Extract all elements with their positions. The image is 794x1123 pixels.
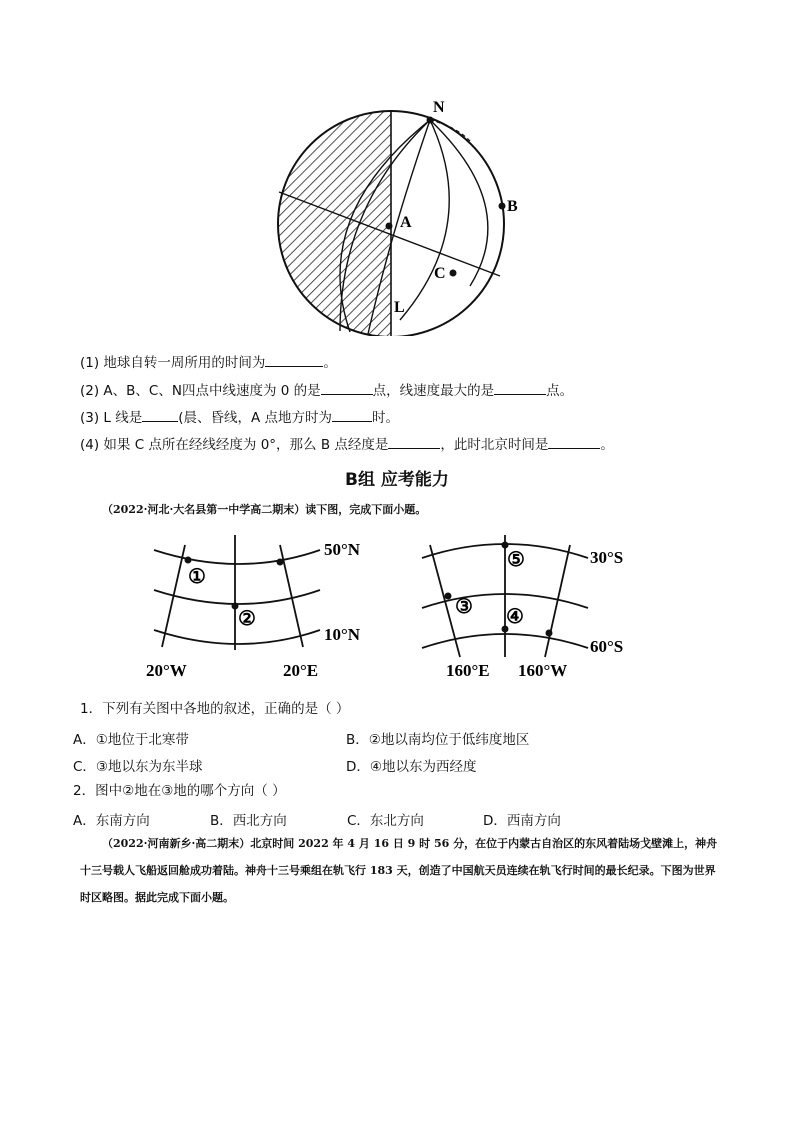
label-lon-left: 20°W (146, 661, 187, 680)
q-num: (3) (80, 410, 100, 426)
point-5 (502, 542, 509, 549)
q1-option-d[interactable]: D．④地以东为西经度 (346, 759, 477, 775)
answer-blank[interactable] (321, 382, 373, 395)
q-text: 时。 (372, 410, 400, 426)
answer-blank[interactable] (494, 382, 546, 395)
q-num: (4) (80, 437, 100, 453)
label-lat-top: 30°S (590, 548, 624, 567)
label-lon-right: 160°W (518, 661, 568, 680)
label-point-3: ③ (455, 596, 473, 618)
intro-text-2: （2022·河南新乡·高二期末）北京时间 2022 年 4 月 16 日 9 时 56 分，在位于内蒙古自治区的东风着陆场戈壁滩上，神舟十三号载人飞船返回舱成功着陆。神舟十三号乘组在轨飞行 183 天，创造了中国航天员连续在轨飞行时间的最长纪录。下图为世界时区略图。据此完成下面小题。 (80, 837, 718, 904)
point-c (450, 270, 457, 277)
label-point-5: ⑤ (507, 549, 525, 571)
q-num: (1) (80, 355, 100, 371)
question-2-stem: 2．图中②地在③地的哪个方向（ ） (73, 783, 286, 799)
q2-option-c[interactable]: C．东北方向 (347, 813, 424, 829)
answer-blank[interactable] (142, 409, 178, 422)
q-text: 点，线速度最大的是 (372, 383, 495, 399)
q-text: 。 (600, 437, 614, 453)
label-l: L (394, 299, 405, 316)
question-1-stem: 1．下列有关图中各地的叙述，正确的是（ ） (80, 701, 350, 717)
point-1 (185, 557, 192, 564)
question-a2 (80, 382, 573, 400)
point-n (427, 117, 434, 124)
label-a: A (400, 214, 412, 231)
label-c: C (434, 265, 446, 282)
question-a1 (80, 354, 337, 372)
q-text: 。 (323, 355, 337, 371)
label-lon-left: 160°E (446, 661, 490, 680)
label-b: B (507, 198, 518, 215)
intro-text-1: （2022·河北·大名县第一中学高二期末）读下图，完成下面小题。 (102, 503, 427, 516)
globe-diagram (270, 96, 530, 336)
point-bottom-right (546, 630, 553, 637)
label-point-2: ② (238, 608, 256, 630)
answer-blank[interactable] (332, 409, 372, 422)
point-3 (445, 593, 452, 600)
question-a4 (80, 436, 614, 454)
question-a3 (80, 409, 399, 427)
answer-blank[interactable] (548, 436, 600, 449)
q2-option-b[interactable]: B．西北方向 (210, 813, 287, 829)
q-text: 如果 C 点所在经线经度为 0°，那么 B 点经度是 (103, 437, 389, 453)
point-b (499, 203, 506, 210)
section-heading: B组 应考能力 (345, 470, 449, 490)
label-point-4: ④ (506, 606, 524, 628)
q-text: 点。 (546, 383, 574, 399)
label-lon-right: 20°E (283, 661, 319, 680)
answer-blank[interactable] (265, 354, 323, 367)
label-lat-bottom: 10°N (324, 625, 361, 644)
point-top-right (277, 559, 284, 566)
night-side (270, 96, 391, 336)
grid-map-south (410, 530, 650, 685)
q-text: A、B、C、N四点中线速度为 0 的是 (103, 383, 321, 399)
q2-option-d[interactable]: D．西南方向 (483, 813, 561, 829)
q1-option-c[interactable]: C．③地以东为东半球 (73, 759, 203, 775)
point-a (386, 223, 393, 230)
answer-blank[interactable] (388, 436, 440, 449)
label-lat-bottom: 60°S (590, 637, 624, 656)
q-text: ，此时北京时间是 (440, 437, 549, 453)
q1-option-b[interactable]: B．②地以南均位于低纬度地区 (346, 732, 530, 748)
q2-option-a[interactable]: A．东南方向 (73, 813, 150, 829)
q-num: (2) (80, 383, 100, 399)
grid-map-north (140, 530, 380, 685)
q1-option-a[interactable]: A．①地位于北寒带 (73, 732, 189, 748)
q-text: L 线是 (103, 410, 143, 426)
label-n: N (433, 99, 445, 116)
label-lat-top: 50°N (324, 540, 361, 559)
label-point-1: ① (188, 566, 206, 588)
q-text: 地球自转一周所用的时间为 (103, 355, 266, 371)
q-text: (晨、昏线，A 点地方时为 (178, 410, 333, 426)
